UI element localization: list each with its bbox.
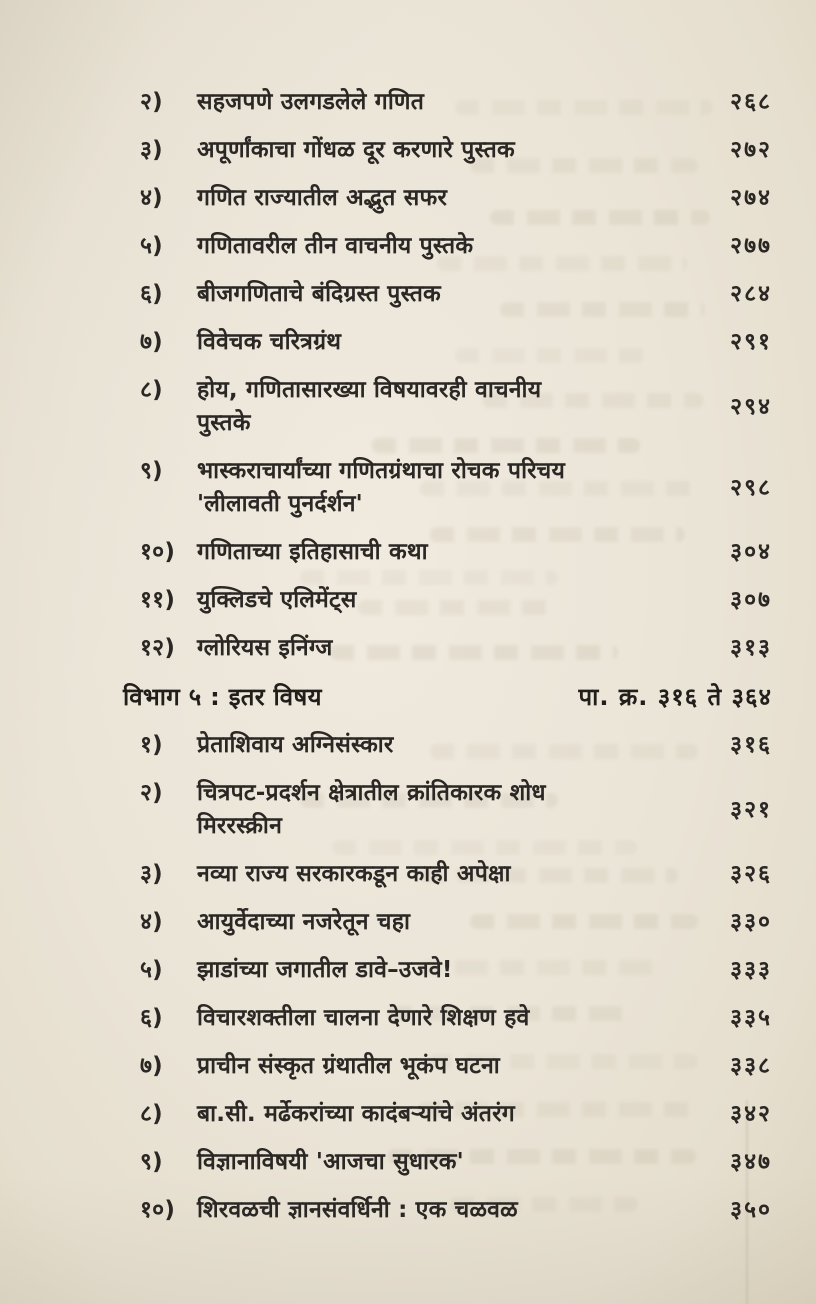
section-title: विभाग ५ : इतर विषय: [123, 683, 322, 711]
entry-title: [197, 455, 680, 521]
entry-number: ८): [140, 377, 163, 403]
entry-page-number: ३१६: [730, 732, 772, 758]
entry-number: ७): [140, 1053, 163, 1079]
entry-title: विचारशक्तीला चालना देणारे शिक्षण हवे: [197, 1005, 530, 1031]
entry-title-line1: होय, गणितासारख्या विषयावरही वाचनीय: [197, 377, 542, 403]
entry-number: १): [140, 732, 163, 758]
entry-page-number: २९८: [730, 474, 772, 501]
toc-entry: [140, 729, 772, 762]
toc-entry: [140, 584, 772, 617]
entry-number: १०): [140, 1197, 176, 1223]
entry-title: [197, 374, 680, 440]
entry-page-number: ३०७: [730, 587, 772, 613]
toc-entry: [140, 1194, 772, 1227]
entry-number: ४): [140, 185, 163, 211]
entry-page-number: ३३०: [730, 909, 772, 935]
entry-page-number: ३४७: [730, 1149, 772, 1175]
entry-title: [197, 777, 680, 843]
entry-title: आयुर्वेदाच्या नजरेतून चहा: [197, 909, 411, 935]
entry-title: गणितावरील तीन वाचनीय पुस्तके: [197, 233, 474, 259]
entry-title: ग्लोरियस इनिंग्ज: [197, 635, 333, 661]
entry-title: अपूर्णांकाचा गोंधळ दूर करणारे पुस्तक: [197, 137, 515, 163]
entry-page-number: २७४: [730, 185, 772, 211]
entry-number: १२): [140, 635, 176, 661]
toc-entry: [140, 1098, 772, 1131]
entry-title: गणित राज्यातील अद्भुत सफर: [197, 185, 448, 211]
entry-title-line1: चित्रपट-प्रदर्शन क्षेत्रातील क्रांतिकारक शोध: [197, 780, 546, 806]
entry-page-number: २७७: [730, 233, 772, 259]
entry-number: २): [140, 89, 163, 115]
entry-page-number: २९४: [730, 393, 772, 420]
toc-entry: [140, 455, 772, 521]
entry-number: ८): [140, 1101, 163, 1127]
entry-page-number: ३१३: [730, 635, 772, 661]
toc-entry: [140, 374, 772, 440]
toc-entry: [140, 326, 772, 359]
toc-entry: [140, 230, 772, 263]
entry-page-number: २६८: [730, 89, 772, 115]
entry-page-number: ३०४: [730, 539, 772, 565]
entry-title: शिरवळची ज्ञानसंवर्धिनी : एक चळवळ: [197, 1197, 518, 1223]
entry-page-number: ३३५: [730, 1005, 772, 1031]
entry-number: ४): [140, 909, 163, 935]
entry-number: ३): [140, 861, 163, 887]
entry-title: विवेचक चरित्रग्रंथ: [197, 329, 342, 355]
entry-title: सहजपणे उलगडलेले गणित: [197, 89, 425, 115]
toc-entry: [140, 858, 772, 891]
entry-number: ७): [140, 329, 163, 355]
toc-entry: [140, 536, 772, 569]
entry-title: नव्या राज्य सरकारकडून काही अपेक्षा: [197, 861, 511, 887]
toc-entry: [140, 777, 772, 843]
toc-entry: [140, 1050, 772, 1083]
section-header: [123, 680, 772, 714]
toc-entry: [140, 182, 772, 215]
toc-entry: [140, 278, 772, 311]
entry-title-line1: भास्कराचार्यांच्या गणितग्रंथाचा रोचक परिचय: [197, 458, 566, 484]
table-of-contents: [123, 86, 772, 1242]
toc-entry: [140, 134, 772, 167]
entry-page-number: ३२६: [730, 861, 772, 887]
entry-title-line2: पुस्तके: [197, 410, 251, 436]
entry-page-number: ३४२: [730, 1101, 772, 1127]
entry-title: युक्लिडचे एलिमेंट्स: [197, 587, 357, 613]
toc-entry: [140, 1002, 772, 1035]
entry-page-number: ३३८: [730, 1053, 772, 1079]
entry-number: ९): [140, 458, 163, 484]
entry-number: ९): [140, 1149, 163, 1175]
entry-page-number: २९१: [730, 329, 772, 355]
entry-number: १०): [140, 539, 176, 565]
entry-title: प्राचीन संस्कृत ग्रंथातील भूकंप घटना: [197, 1053, 500, 1079]
entry-page-number: २८४: [730, 281, 772, 307]
entry-number: ६): [140, 281, 163, 307]
entry-title-line2: मिररस्क्रीन: [197, 813, 283, 839]
entry-number: ६): [140, 1005, 163, 1031]
entry-number: ५): [140, 233, 163, 259]
entry-title: प्रेताशिवाय अग्निसंस्कार: [197, 732, 394, 758]
entry-title-line2: 'लीलावती पुनर्दर्शन': [197, 491, 363, 517]
entry-title: विज्ञानाविषयी 'आजचा सुधारक': [197, 1149, 464, 1175]
toc-entry: [140, 906, 772, 939]
toc-entry: [140, 86, 772, 119]
entry-page-number: २७२: [730, 137, 772, 163]
entry-title: बीजगणिताचे बंदिग्रस्त पुस्तक: [197, 281, 441, 307]
entry-number: ५): [140, 957, 163, 983]
toc-entry: [140, 632, 772, 665]
toc-entry: [140, 954, 772, 987]
entry-title: झाडांच्या जगातील डावे–उजवे!: [197, 957, 453, 983]
toc-entry: [140, 1146, 772, 1179]
entry-number: ३): [140, 137, 163, 163]
entry-number: ११): [140, 587, 176, 613]
entry-number: २): [140, 780, 163, 806]
entry-title: गणिताच्या इतिहासाची कथा: [197, 539, 428, 565]
entry-page-number: ३५०: [730, 1197, 772, 1223]
entry-page-number: ३२१: [730, 796, 772, 823]
section-page-range: पा. क्र. ३१६ ते ३६४: [578, 683, 772, 711]
entry-page-number: ३३३: [730, 957, 772, 983]
entry-title: बा.सी. मर्ढेकरांच्या कादंबऱ्यांचे अंतरंग: [197, 1101, 515, 1127]
